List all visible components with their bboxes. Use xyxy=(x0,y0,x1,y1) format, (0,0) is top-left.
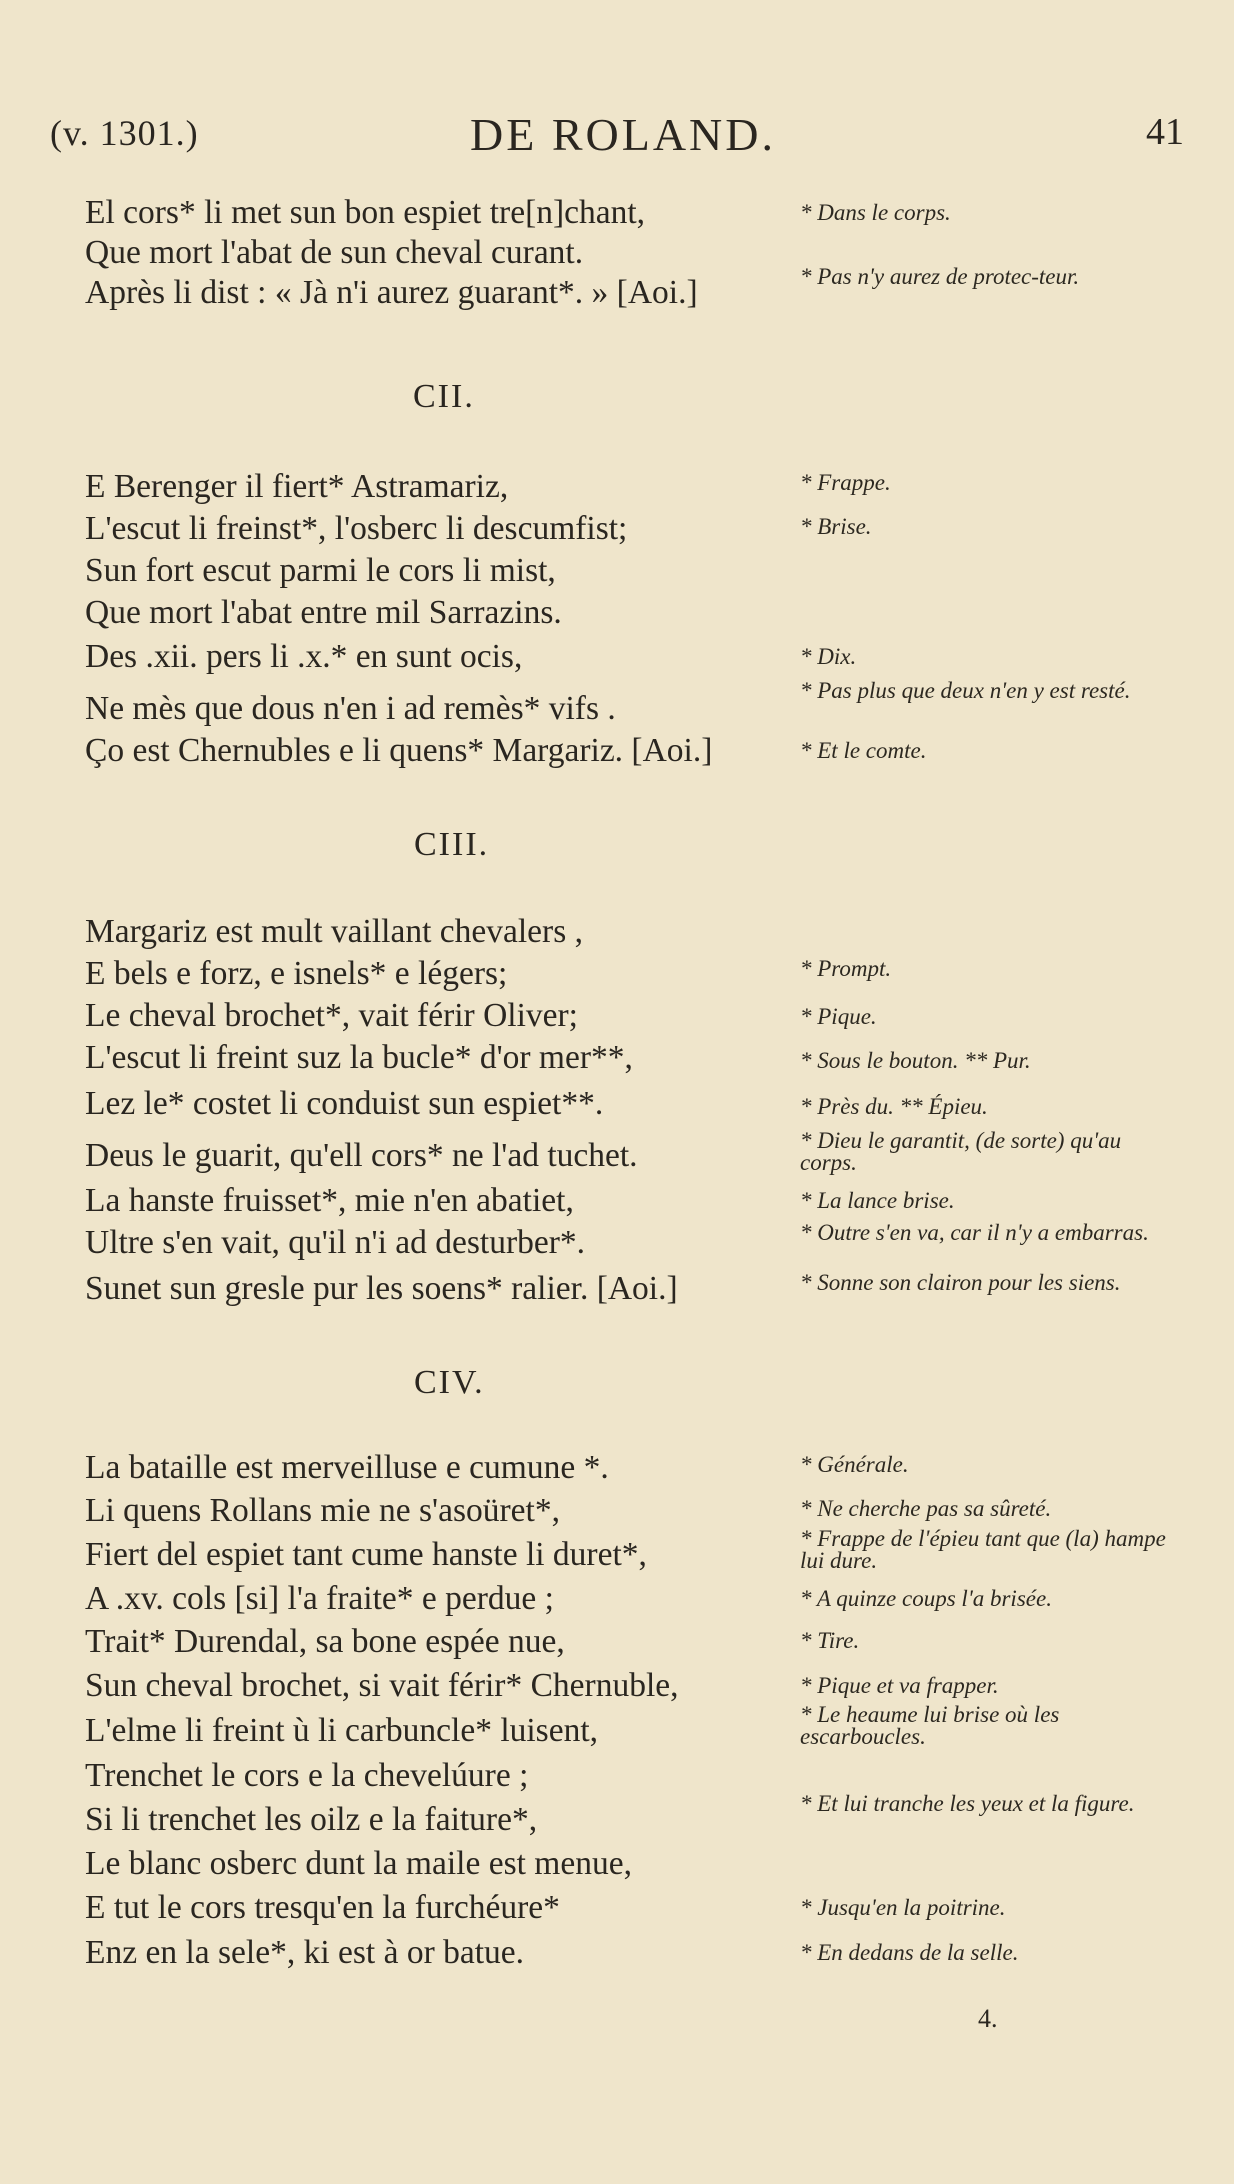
gloss-note: * Jusqu'en la poitrine. xyxy=(800,1895,1006,1920)
verse-line: La bataille est merveilluse e cumune *. xyxy=(85,1449,609,1486)
gloss-note: * Pique. xyxy=(800,1004,877,1029)
verse-line: Sunet sun gresle pur les soens* ralier. [Aoi.] xyxy=(85,1270,678,1307)
verse-line: Enz en la sele*, ki est à or batue. xyxy=(85,1934,525,1971)
verse-line: L'escut li freint suz la bucle* d'or mer**, xyxy=(85,1039,633,1076)
gloss-note: * Dieu le garantit, (de sorte) qu'au corps. xyxy=(800,1128,1122,1175)
gloss-note: * Pas plus que deux n'en y est resté. xyxy=(800,678,1131,703)
verse-line: Ne mès que dous n'en i ad remès* vifs . xyxy=(85,690,616,727)
verse-line: Sun fort escut parmi le cors li mist, xyxy=(85,552,556,589)
gloss-note: * Et lui tranche les yeux et la figure. xyxy=(800,1791,1135,1816)
gloss-note: * Outre s'en va, car il n'y a embarras. xyxy=(800,1220,1149,1245)
gloss-note: * Dix. xyxy=(800,644,857,669)
verse-line: Fiert del espiet tant cume hanste li duret*, xyxy=(85,1536,647,1573)
verse-line: Que mort l'abat de sun cheval curant. xyxy=(85,234,584,271)
gloss-note: * En dedans de la selle. xyxy=(800,1940,1019,1965)
gloss-note: * Prompt. xyxy=(800,956,892,981)
page-number: 41 xyxy=(1146,111,1184,153)
verse-line: A .xv. cols [si] l'a fraite* e perdue ; xyxy=(85,1580,554,1617)
gloss-note: * Frappe de l'épieu tant que (la) hampe lui dure. xyxy=(800,1526,1166,1573)
gloss-note: * Pique et va frapper. xyxy=(800,1673,999,1698)
verse-line: L'elme li freint ù li carbuncle* luisent, xyxy=(85,1712,599,1749)
verse-line: Que mort l'abat entre mil Sarrazins. xyxy=(85,594,562,631)
gloss-note: * Pas n'y aurez de protec-teur. xyxy=(800,264,1080,289)
gloss-note: * Près du. ** Épieu. xyxy=(800,1094,988,1119)
verse-line: E Berenger il fiert* Astramariz, xyxy=(85,468,509,505)
laisse-title: CIII. xyxy=(414,826,490,863)
gloss-note: * Générale. xyxy=(800,1452,909,1477)
verse-line: Margariz est mult vaillant chevalers , xyxy=(85,913,583,950)
gloss-note: * Brise. xyxy=(800,514,872,539)
signature-mark: 4. xyxy=(978,2004,998,2033)
verse-line: Sun cheval brochet, si vait férir* Chernuble, xyxy=(85,1667,679,1704)
running-title: DE ROLAND. xyxy=(470,109,776,160)
verse-line: Après li dist : « Jà n'i aurez guarant*. » [Aoi.] xyxy=(85,274,698,311)
gloss-note: * Tire. xyxy=(800,1628,860,1653)
verse-line: Si li trenchet les oilz e la faiture*, xyxy=(85,1801,538,1838)
verse-line: L'escut li freinst*, l'osberc li descumfist; xyxy=(85,510,628,547)
verse-line: Le blanc osberc dunt la maile est menue, xyxy=(85,1845,632,1882)
verse-line: Li quens Rollans mie ne s'asoüret*, xyxy=(85,1492,560,1529)
gloss-note: * La lance brise. xyxy=(800,1188,955,1213)
verse-line: La hanste fruisset*, mie n'en abatiet, xyxy=(85,1182,574,1219)
gloss-note: * Dans le corps. xyxy=(800,200,951,225)
verse-line: Deus le guarit, qu'ell cors* ne l'ad tuchet. xyxy=(85,1137,638,1174)
running-header xyxy=(50,108,1184,164)
gloss-note: * Le heaume lui brise où les escarboucles. xyxy=(800,1702,1060,1749)
gloss-note: * Et le comte. xyxy=(800,738,927,763)
gloss-note: * Sonne son clairon pour les siens. xyxy=(800,1270,1121,1295)
verse-line: Ultre s'en vait, qu'il n'i ad desturber*. xyxy=(85,1224,586,1261)
verse-line: E bels e forz, e isnels* e légers; xyxy=(85,955,508,992)
verse-reference: (v. 1301.) xyxy=(50,113,199,153)
verse-line: Trait* Durendal, sa bone espée nue, xyxy=(85,1623,565,1660)
verse-line: El cors* li met sun bon espiet tre[n]chant, xyxy=(85,194,646,231)
gloss-note: * Ne cherche pas sa sûreté. xyxy=(800,1496,1052,1521)
laisse-title: CII. xyxy=(413,378,475,415)
verse-line: Lez le* costet li conduist sun espiet**. xyxy=(85,1085,604,1122)
laisse-title: CIV. xyxy=(414,1364,485,1401)
gloss-note: * Sous le bouton. ** Pur. xyxy=(800,1048,1031,1073)
verse-line: E tut le cors tresqu'en la furchéure* xyxy=(85,1889,560,1926)
verse-line: Le cheval brochet*, vait férir Oliver; xyxy=(85,997,578,1034)
gloss-note: * Frappe. xyxy=(800,470,891,495)
verse-line: Des .xii. pers li .x.* en sunt ocis, xyxy=(85,638,523,675)
verse-line: Ço est Chernubles e li quens* Margariz. [Aoi.] xyxy=(85,732,713,769)
verse-line: Trenchet le cors e la chevelúure ; xyxy=(85,1757,529,1794)
gloss-note: * A quinze coups l'a brisée. xyxy=(800,1586,1052,1611)
